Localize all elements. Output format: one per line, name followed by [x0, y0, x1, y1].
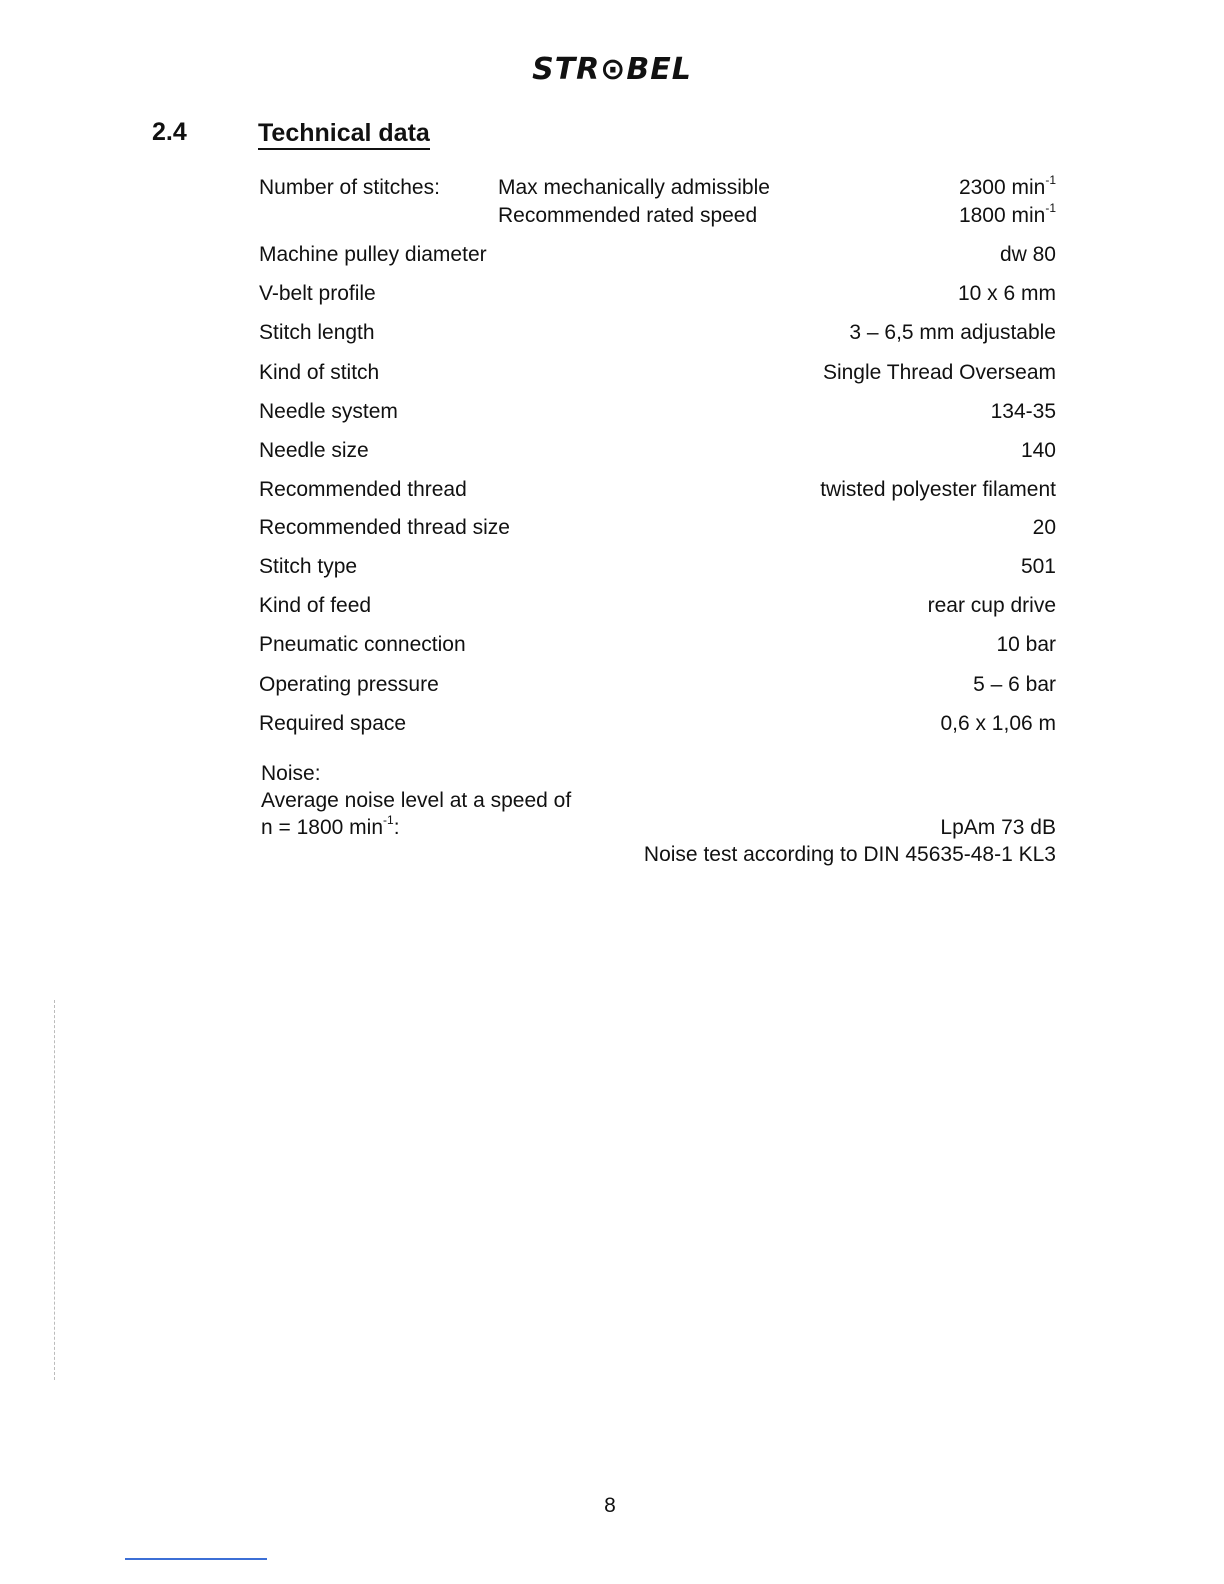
- noise-heading: Noise:: [261, 762, 321, 785]
- stitches-max-value: 2300 $\min^{-1}$: [958, 173, 1056, 199]
- spec-row: [259, 243, 1056, 271]
- spec-label: Operating pressure: [259, 673, 439, 696]
- spec-row: [259, 712, 1056, 740]
- spec-label: V-belt profile: [259, 282, 376, 305]
- stitches-row-max: [259, 173, 1056, 204]
- spec-value: 5 – 6 bar: [973, 673, 1056, 696]
- spec-value: rear cup drive: [927, 594, 1056, 617]
- spec-label: Kind of feed: [259, 594, 372, 617]
- stitches-rated-value: 1800 $\min^{-1}$: [958, 201, 1056, 227]
- stitches-max-label: Max mechanically admissible: [498, 176, 770, 199]
- spec-value: twisted polyester filament: [820, 478, 1056, 501]
- scan-margin-line: [54, 1000, 55, 1380]
- spec-label: Required space: [259, 712, 407, 735]
- spec-label: Stitch length: [259, 321, 375, 344]
- spec-row: [259, 555, 1056, 583]
- spec-label: Machine pulley diameter: [259, 243, 487, 266]
- spec-value: 10 bar: [996, 633, 1056, 656]
- spec-value: 501: [1020, 555, 1056, 578]
- spec-value: Single Thread Overseam: [822, 361, 1056, 384]
- spec-label: Pneumatic connection: [259, 633, 466, 656]
- page-number: 8: [604, 1494, 616, 1517]
- spec-row: [259, 633, 1056, 661]
- spec-row: [259, 478, 1056, 506]
- stitches-label: Number of stitches:: [259, 176, 440, 199]
- strobel-logo: STR⊙BEL: [532, 52, 692, 87]
- spec-value: 140: [1020, 439, 1056, 462]
- section-title: Technical data: [258, 118, 430, 150]
- spec-label: Needle system: [259, 400, 398, 423]
- stitches-rated-label: Recommended rated speed: [498, 204, 758, 227]
- spec-row: [259, 400, 1056, 428]
- spec-value: 0,6 x 1,06 m: [940, 712, 1056, 735]
- noise-description: Average noise level at a speed of: [261, 789, 572, 812]
- spec-label: Stitch type: [259, 555, 358, 578]
- spec-value: dw 80: [999, 243, 1056, 266]
- spec-row: [259, 282, 1056, 310]
- spec-label: Needle size: [259, 439, 369, 462]
- spec-value: 3 – 6,5 mm adjustable: [849, 321, 1056, 344]
- spec-value: 20: [1032, 516, 1056, 539]
- noise-value: LpAm 73 dB: [940, 816, 1056, 839]
- spec-value: 10 x 6 mm: [957, 282, 1056, 305]
- noise-speed: n = 1800 $\min^{-1}$:: [261, 813, 400, 839]
- spec-row: [259, 439, 1056, 467]
- spec-row: [259, 516, 1056, 544]
- noise-test: Noise test according to DIN 45635-48-1 KL3: [643, 843, 1056, 866]
- section-number: 2.4: [152, 118, 187, 146]
- spec-row: [259, 594, 1056, 622]
- spec-value: 134-35: [990, 400, 1056, 423]
- stitches-row-rated: [259, 201, 1056, 232]
- spec-row: [259, 321, 1056, 349]
- spec-label: Recommended thread: [259, 478, 467, 501]
- spec-row: [259, 673, 1056, 701]
- spec-label: Kind of stitch: [259, 361, 380, 384]
- spec-label: Recommended thread size: [259, 516, 510, 539]
- bottom-rule: [125, 1558, 267, 1560]
- spec-row: [259, 361, 1056, 389]
